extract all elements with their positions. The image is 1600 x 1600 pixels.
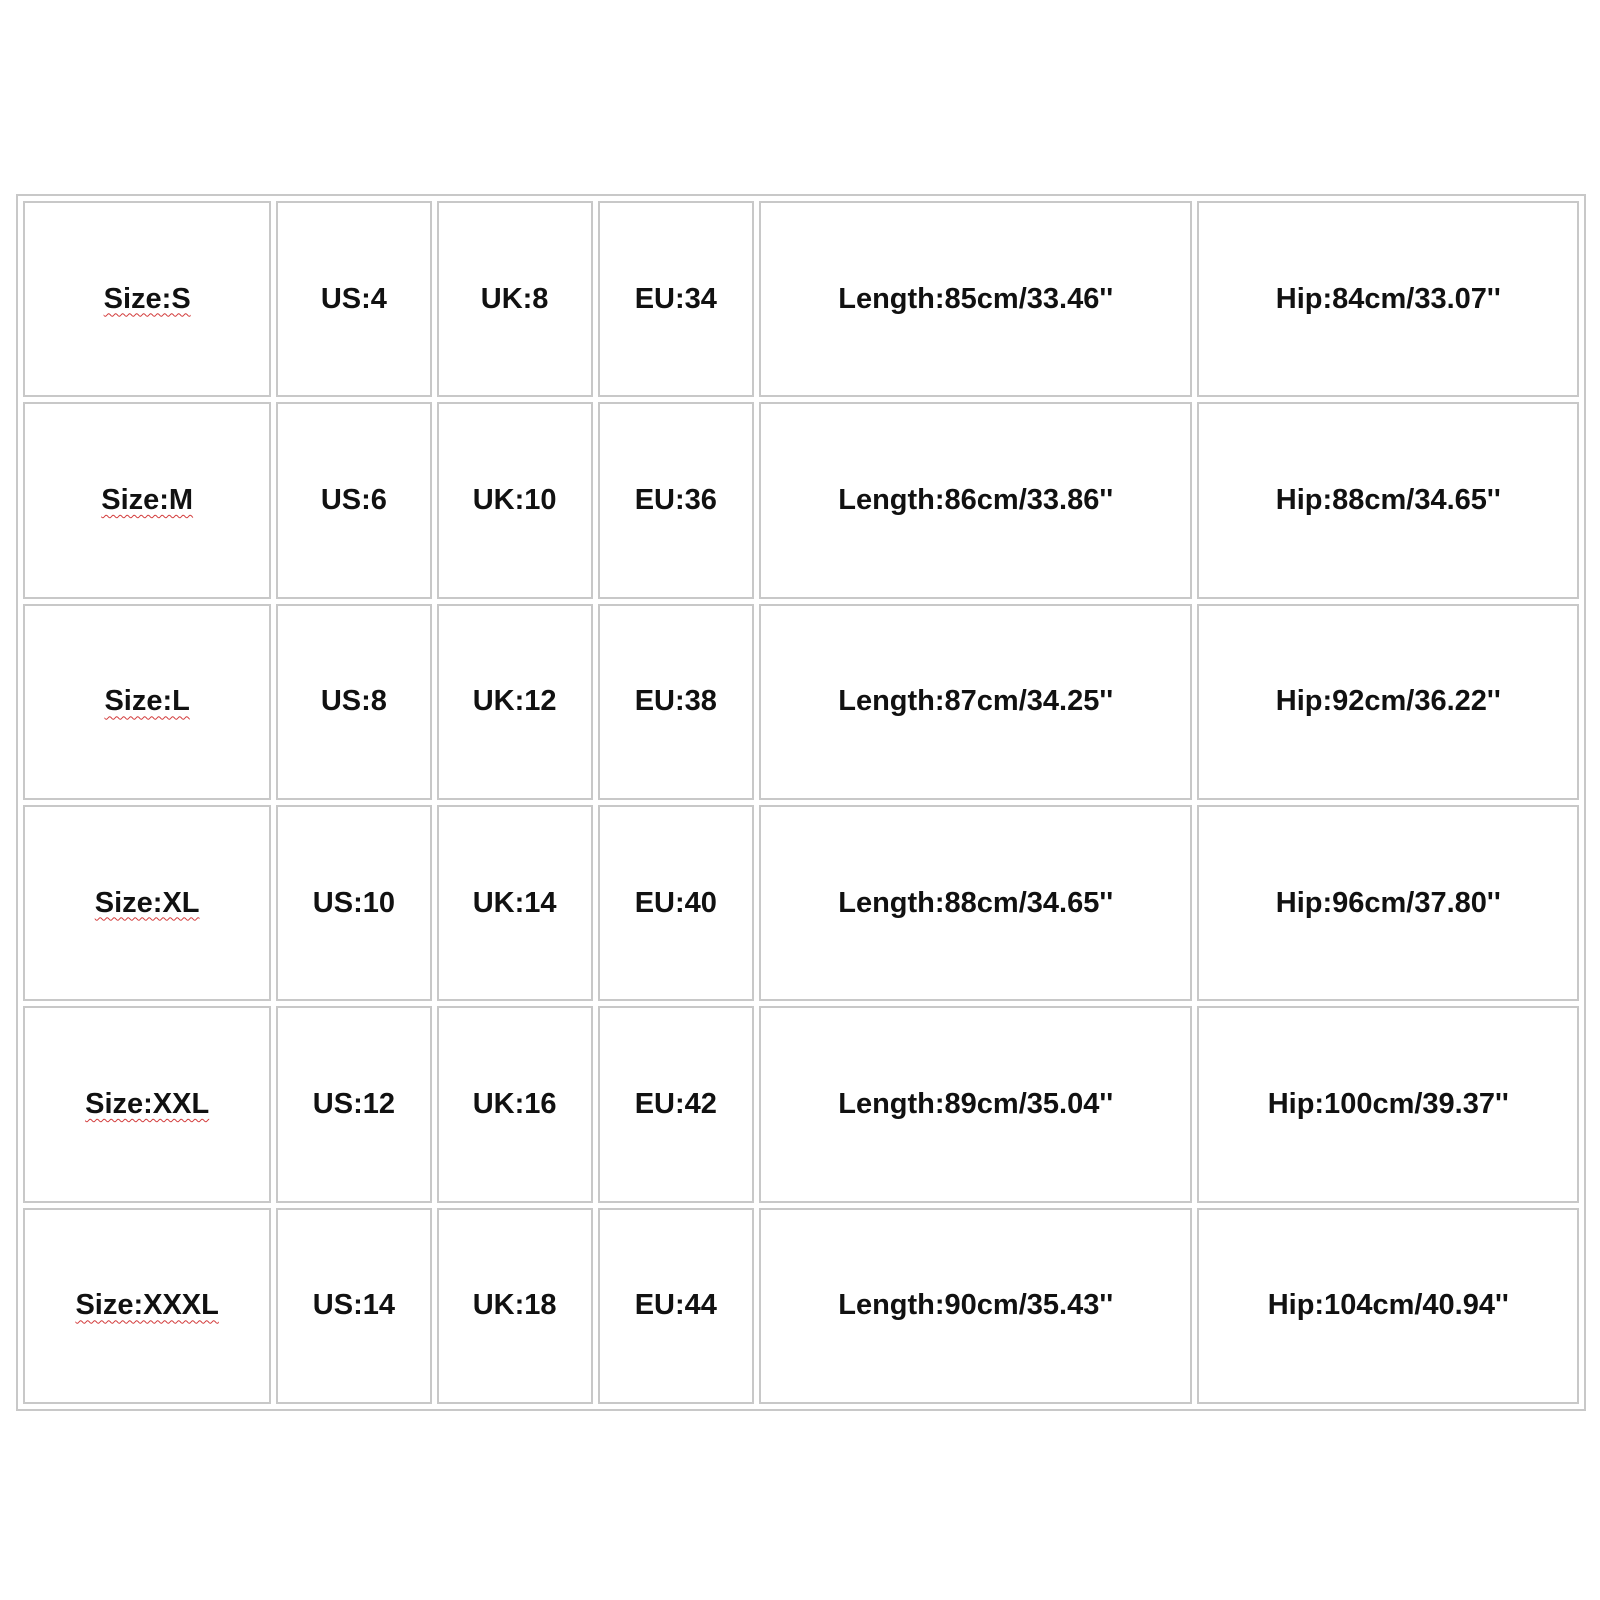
hip-cell: Hip:92cm/36.22'' — [1197, 604, 1579, 800]
length-cell: Length:89cm/35.04'' — [759, 1006, 1193, 1202]
hip-cell: Hip:88cm/34.65'' — [1197, 402, 1579, 598]
table-row — [23, 1208, 1579, 1404]
us-size-cell: US:12 — [276, 1006, 431, 1202]
size-cell — [23, 201, 271, 397]
size-cell — [23, 402, 271, 598]
size-label: Size:L — [104, 685, 190, 718]
us-size-cell: US:6 — [276, 402, 431, 598]
length-cell: Length:88cm/34.65'' — [759, 805, 1193, 1001]
hip-cell: Hip:104cm/40.94'' — [1197, 1208, 1579, 1404]
size-chart-table — [16, 194, 1586, 1411]
hip-cell: Hip:100cm/39.37'' — [1197, 1006, 1579, 1202]
uk-size-cell: UK:14 — [437, 805, 593, 1001]
us-size-cell: US:8 — [276, 604, 431, 800]
us-size-cell: US:14 — [276, 1208, 431, 1404]
size-cell — [23, 1208, 271, 1404]
length-cell: Length:90cm/35.43'' — [759, 1208, 1193, 1404]
size-label: Size:XXXL — [75, 1289, 219, 1322]
uk-size-cell: UK:12 — [437, 604, 593, 800]
table-row — [23, 402, 1579, 598]
table-row — [23, 805, 1579, 1001]
size-label: Size:XXL — [85, 1087, 210, 1120]
length-cell: Length:85cm/33.46'' — [759, 201, 1193, 397]
eu-size-cell: EU:44 — [598, 1208, 754, 1404]
size-cell — [23, 1006, 271, 1202]
table-row — [23, 1006, 1579, 1202]
hip-cell: Hip:84cm/33.07'' — [1197, 201, 1579, 397]
us-size-cell: US:4 — [276, 201, 431, 397]
uk-size-cell: UK:8 — [437, 201, 593, 397]
table-row — [23, 604, 1579, 800]
size-label: Size:M — [101, 483, 194, 516]
us-size-cell: US:10 — [276, 805, 431, 1001]
eu-size-cell: EU:42 — [598, 1006, 754, 1202]
size-label: Size:S — [103, 282, 191, 315]
eu-size-cell: EU:38 — [598, 604, 754, 800]
size-cell — [23, 805, 271, 1001]
uk-size-cell: UK:18 — [437, 1208, 593, 1404]
length-cell: Length:87cm/34.25'' — [759, 604, 1193, 800]
uk-size-cell: UK:10 — [437, 402, 593, 598]
uk-size-cell: UK:16 — [437, 1006, 593, 1202]
length-cell: Length:86cm/33.86'' — [759, 402, 1193, 598]
table-row — [23, 201, 1579, 397]
size-cell — [23, 604, 271, 800]
eu-size-cell: EU:40 — [598, 805, 754, 1001]
hip-cell: Hip:96cm/37.80'' — [1197, 805, 1579, 1001]
size-label: Size:XL — [94, 886, 200, 919]
eu-size-cell: EU:36 — [598, 402, 754, 598]
eu-size-cell: EU:34 — [598, 201, 754, 397]
